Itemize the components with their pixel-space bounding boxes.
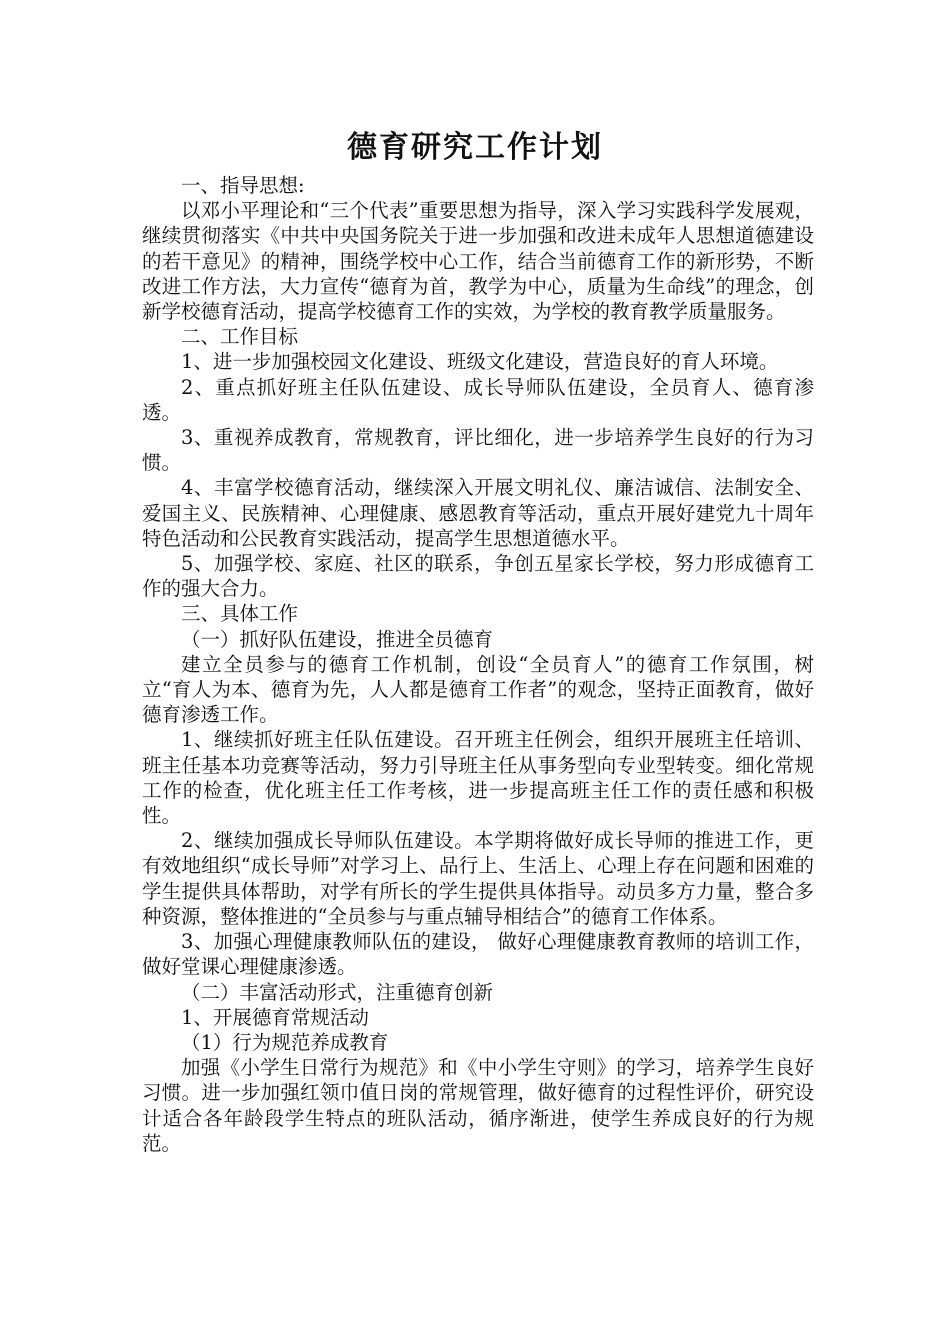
goal-item-4: 4、丰富学校德育活动，继续深入开展文明礼仪、廉洁诚信、法制安全、爱国主义、民族精神、心理健康、感恩教育等活动，重点开展好建党九十周年特色活动和公民教育实践活动，提高学生思想道德水平。 (142, 476, 814, 550)
team-item-1: 1、继续抓好班主任队伍建设。召开班主任例会，组织开展班主任培训、班主任基本功竞赛等活动，努力引导班主任从事务型向专业型转变。细化常规工作的检查，优化班主任工作考核，进一步提高班主任工作的责任感和积极性。 (142, 728, 814, 828)
paragraph-guiding-ideology: 以邓小平理论和“三个代表”重要思想为指导，深入学习实践科学发展观，继续贯彻落实《中共中央国务院关于进一步加强和改进未成年人思想道德建设的若干意见》的精神，围绕学校中心工作，结合当前德育工作的新形势，不断改进工作方法，大力宣传“德育为首，教学为中心，质量为生命线”的理念，创新学校德育活动，提高学校德育工作的实效，为学校的教育教学质量服务。 (142, 199, 814, 324)
goal-item-3: 3、重视养成教育，常规教育，评比细化，进一步培养学生良好的行为习惯。 (142, 426, 814, 475)
subsection-heading-activities: （二）丰富活动形式，注重德育创新 (181, 980, 494, 1004)
paragraph-team-building-intro: 建立全员参与的德育工作机制，创设“全员育人”的德育工作氛围，树立“育人为本、德育为先，人人都是德育工作者”的观念，坚持正面教育，做好德育渗透工作。 (142, 652, 814, 727)
goal-item-1: 1、进一步加强校园文化建设、班级文化建设，营造良好的育人环境。 (181, 350, 779, 374)
team-item-2: 2、继续加强成长导师队伍建设。本学期将做好成长导师的推进工作，更有效地组织“成长导师”对学习上、品行上、生活上、心理上存在问题和困难的学生提供具体帮助，对学有所长的学生提供具体指导。动员多方力量，整合多种资源，整体推进的“全员参与与重点辅导相结合”的德育工作体系。 (142, 829, 814, 928)
subsection-heading-team-building: （一）抓好队伍建设，推进全员德育 (181, 627, 494, 651)
section-heading-guiding-ideology: 一、指导思想: (181, 174, 305, 197)
activity-subheading-behavior: （1）行为规范养成教育 (181, 1030, 389, 1054)
section-heading-specific-work: 三、具体工作 (181, 602, 299, 626)
section-heading-work-goals: 二、工作目标 (181, 325, 299, 349)
goal-item-2: 2、重点抓好班主任队伍建设、成长导师队伍建设，全员育人、德育渗透。 (142, 375, 814, 424)
activity-heading-routine: 1、开展德育常规活动 (181, 1005, 369, 1029)
goal-item-5: 5、加强学校、家庭、社区的联系，争创五星家长学校，努力形成德育工作的强大合力。 (142, 552, 814, 601)
page-title: 德育研究工作计划 (347, 130, 603, 165)
team-item-3: 3、加强心理健康教师队伍的建设， 做好心理健康教育教师的培训工作，做好堂课心理健康渗透。 (142, 930, 814, 979)
document-body (142, 173, 814, 1156)
paragraph-behavior-education: 加强《小学生日常行为规范》和《中小学生守则》的学习，培养学生良好习惯。进一步加强红领巾值日岗的常规管理，做好德育的过程性评价，研究设计适合各年龄段学生特点的班队活动，循序渐进，使学生养成良好的行为规范。 (142, 1056, 814, 1155)
